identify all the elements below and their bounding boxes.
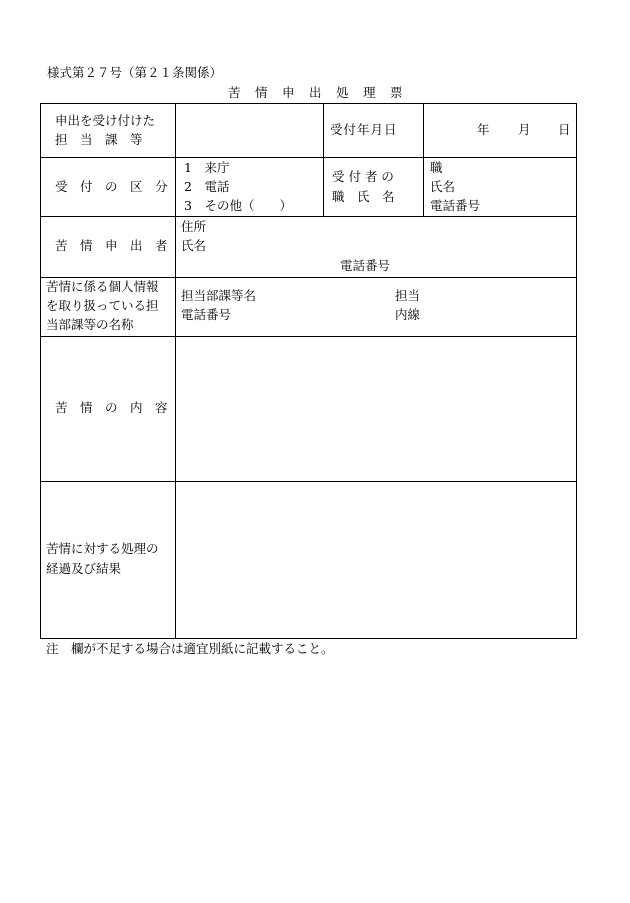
form-title: 苦 情 申 出 処 理 票 xyxy=(228,85,404,100)
receiver-name-field: 氏名 xyxy=(430,179,456,194)
processing-result-label-line2: 経過及び結果 xyxy=(46,561,122,576)
handling-dept-label-line2: を取り扱っている担 xyxy=(46,298,159,313)
form-number: 様式第２７号（第２１条関係） xyxy=(47,65,223,80)
processing-result-area xyxy=(176,482,576,638)
receiver-phone-field: 電話番号 xyxy=(430,198,481,213)
complainant-address-field: 住所 xyxy=(181,219,207,234)
complainant-name-field: 氏名 xyxy=(181,238,207,253)
handling-phone-field: 電話番号 xyxy=(181,307,232,322)
processing-result-label-line1: 苦情に対する処理の xyxy=(46,541,159,556)
date-month-label: 月 xyxy=(518,122,531,137)
receipt-date-label: 受付年月日 xyxy=(330,122,398,137)
date-day-label: 日 xyxy=(558,122,571,137)
receiver-title-field: 職 xyxy=(430,160,443,175)
receiving-dept-label-line1: 申出を受け付けた xyxy=(55,113,156,128)
reception-type-label: 受 付 の 区 分 xyxy=(55,179,168,194)
date-year-label: 年 xyxy=(477,122,490,137)
handling-extension-field: 内線 xyxy=(395,307,421,322)
complaint-content-area xyxy=(176,337,576,481)
complainant-phone-field: 電話番号 xyxy=(340,258,391,273)
receiving-dept-label-line2: 担 当 課 等 xyxy=(55,132,143,147)
receiver-label-line1: 受 付 者 の xyxy=(332,169,394,184)
handling-dept-name-field: 担当部課等名 xyxy=(181,288,257,303)
complainant-label: 苦 情 申 出 者 xyxy=(55,238,168,253)
complaint-content-label: 苦 情 の 内 容 xyxy=(55,400,168,415)
handling-dept-label-line3: 当部課等の名称 xyxy=(46,317,134,332)
footnote: 注 欄が不足する場合は適宜別紙に記載すること。 xyxy=(46,641,334,656)
handling-dept-label-line1: 苦情に係る個人情報 xyxy=(46,279,159,294)
reception-option-visit: 1 来庁 xyxy=(184,160,230,175)
receiver-label-line2: 職 氏 名 xyxy=(332,189,395,204)
reception-option-phone: 2 電話 xyxy=(184,179,230,194)
reception-option-other: 3 その他（ ） xyxy=(184,198,292,213)
handling-person-field: 担当 xyxy=(395,288,421,303)
